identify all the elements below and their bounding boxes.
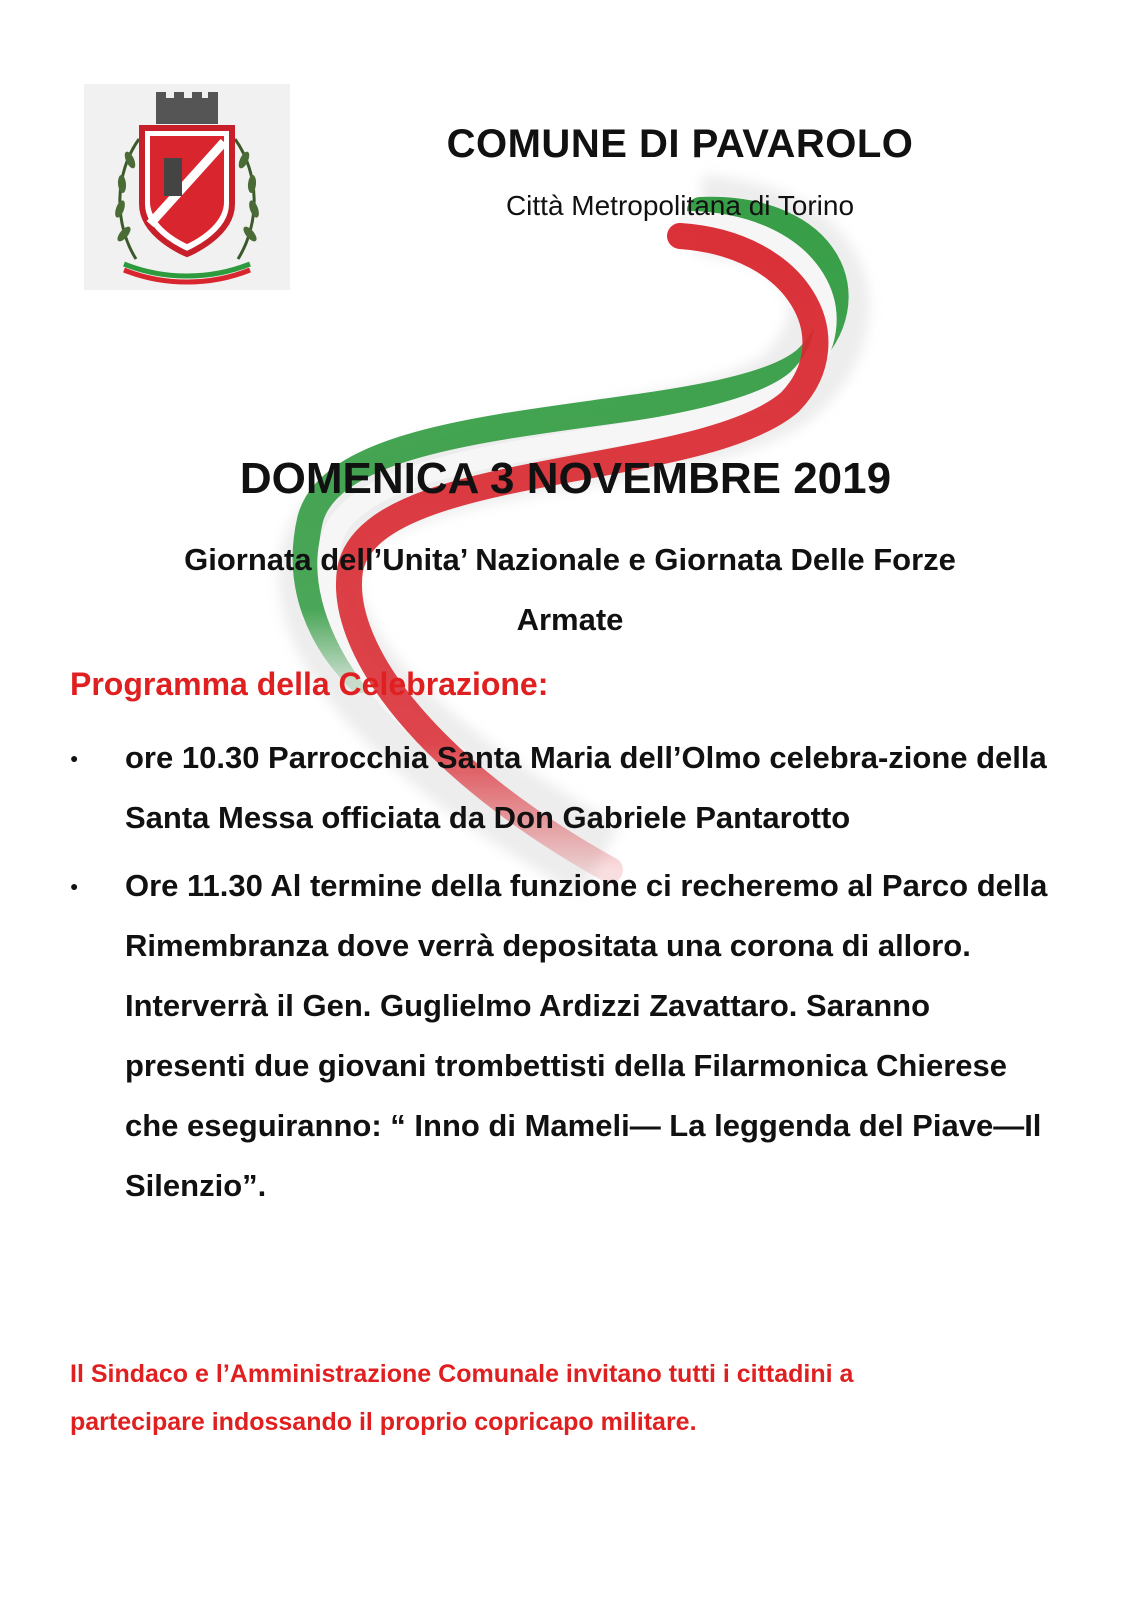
programme-heading: Programma della Celebrazione: (70, 666, 549, 702)
invitation-line-2: partecipare indossando il proprio copricapo militare. (70, 1408, 697, 1436)
municipality-title: COMUNE DI PAVAROLO (446, 122, 914, 166)
event-date: DOMENICA 3 NOVEMBRE 2019 (239, 454, 892, 503)
event-name-line-2: Armate (516, 602, 624, 637)
invitation-text (70, 1350, 1060, 1446)
list-item (70, 728, 1050, 848)
invitation-line-1: Il Sindaco e l’Amministrazione Comunale invitano tutti i cittadini a (70, 1360, 854, 1388)
event-name (70, 530, 1070, 650)
event-name-line-1: Giornata dell’Unita’ Nazionale e Giornata Delle Forze (184, 542, 956, 577)
crest-icon (84, 84, 290, 290)
coat-of-arms (84, 84, 290, 290)
bullet-icon: ● (70, 878, 79, 894)
bullet-icon: ● (70, 750, 79, 766)
programme-list (70, 728, 1050, 1224)
list-item (70, 856, 1050, 1216)
programme-item-text: Ore 11.30 Al termine della funzione ci recheremo al Parco della Rimembranza dove verrà depositata una corona di alloro. Interverrà il Gen. Guglielmo Ardizzi Zavattaro. Saranno presenti due giovani trombettisti della Filarmonica Chierese che eseguiranno: “ Inno di Mameli— La leggenda del Piave—Il Silenzio”. (125, 868, 1048, 1203)
programme-item-text: ore 10.30 Parrocchia Santa Maria dell’Olmo celebra-zione della Santa Messa officiata da Don Gabriele Pantarotto (125, 740, 1047, 835)
municipality-subtitle: Città Metropolitana di Torino (505, 190, 855, 221)
